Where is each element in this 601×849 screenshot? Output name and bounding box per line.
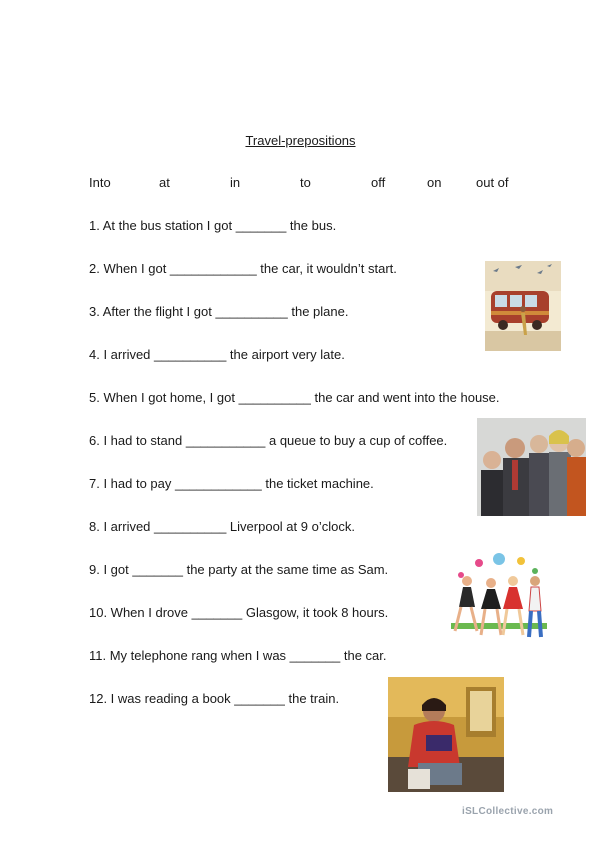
question-10: 10. When I drove _______ Glasgow, it took 8 hours. — [89, 605, 389, 620]
question-7: 7. I had to pay ____________ the ticket machine. — [89, 476, 374, 491]
word-bank — [0, 175, 601, 193]
party-illustration — [449, 551, 549, 651]
question-6: 6. I had to stand ___________ a queue to buy a cup of coffee. — [89, 433, 448, 448]
word-bank-item: on — [427, 175, 442, 190]
question-5: 5. When I got home, I got __________ the car and went into the house. — [89, 390, 500, 405]
word-bank-item: to — [300, 175, 311, 190]
question-8: 8. I arrived __________ Liverpool at 9 o’clock. — [89, 519, 355, 534]
queue-photo — [477, 418, 586, 516]
question-3: 3. After the flight I got __________ the plane. — [89, 304, 349, 319]
question-4: 4. I arrived __________ the airport very late. — [89, 347, 345, 362]
question-1: 1. At the bus station I got _______ the bus. — [89, 218, 337, 233]
word-bank-item: off — [371, 175, 386, 190]
question-12: 12. I was reading a book _______ the train. — [89, 691, 340, 706]
question-11: 11. My telephone rang when I was _______ the car. — [89, 648, 387, 663]
word-bank-item: Into — [89, 175, 111, 190]
word-bank-item: out of — [476, 175, 509, 190]
question-2: 2. When I got ____________ the car, it wouldn’t start. — [89, 261, 397, 276]
word-bank-item: in — [230, 175, 241, 190]
worksheet-title: Travel-prepositions — [245, 133, 356, 148]
watermark: iSLCollective.com — [462, 806, 554, 817]
word-bank-item: at — [159, 175, 170, 190]
question-9: 9. I got _______ the party at the same time as Sam. — [89, 562, 389, 577]
bus-illustration — [485, 261, 561, 351]
train-reader-photo — [388, 677, 504, 792]
